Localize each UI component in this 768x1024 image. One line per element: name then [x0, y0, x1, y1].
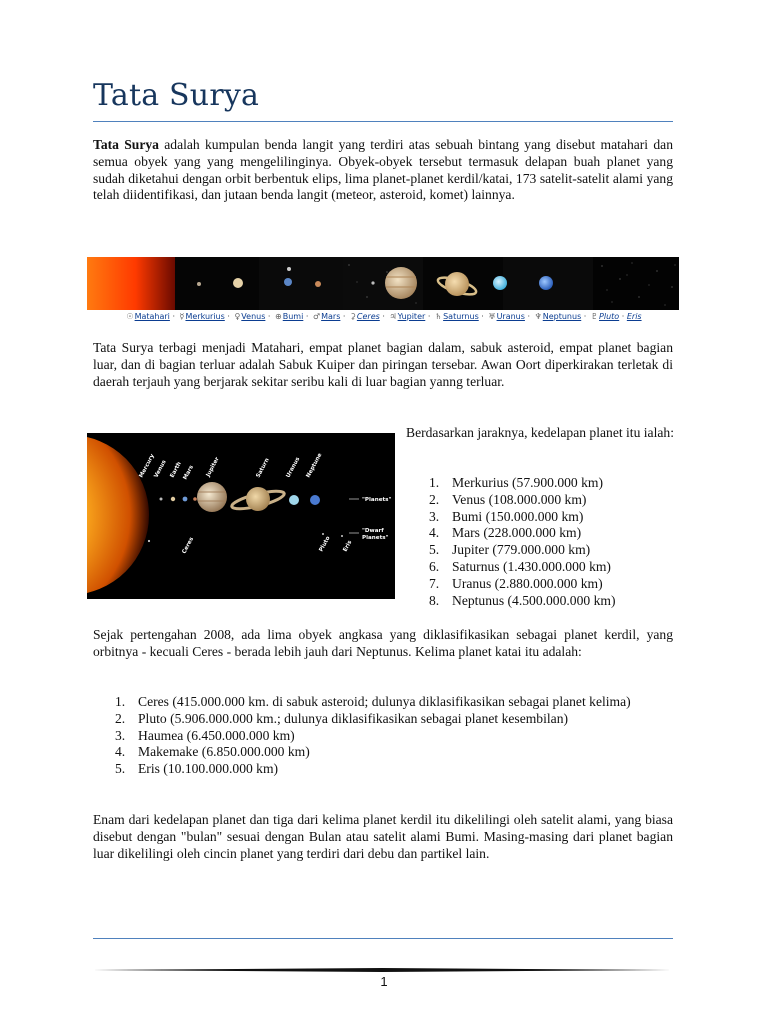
dwarf-list-item [115, 744, 672, 761]
list-text: Bumi (150.000.000 km) [452, 508, 584, 524]
list-number: 2. [429, 491, 440, 507]
planet-link-ceres[interactable]: Ceres [356, 312, 380, 321]
planet-link-uranus[interactable]: Uranus [496, 312, 525, 321]
planet-link-saturnus[interactable]: Saturnus [443, 312, 479, 321]
satellite-paragraph: Enam dari kedelapan planet dan tiga dari kelima planet kerdil itu dikelilingi oleh satelit alami, yang biasa disebut dengan "bulan" sesuai dengan Bulan atau satelit alami Bumi. Masing-masing dari planet bagian luar dikelilingi oleh cincin planet yang terdiri dari debu dan partikel lain. [93, 812, 673, 861]
label-pluto: Pluto [318, 535, 332, 553]
list-number: 8. [429, 592, 440, 608]
page-title: Tata Surya [93, 78, 260, 113]
planet-link-bar: ☉Matahari · ☿Merkurius · ♀Venus · ⊕Bumi · ♂Mars · ⚳Ceres · ♃Yupiter · ♄Saturnus · ♅Uranus · ♆Neptunus · ♇Pluto · Eris [126, 312, 642, 321]
planet-list-item [429, 593, 679, 610]
list-number: 5. [429, 542, 440, 558]
planet-list-item [429, 542, 679, 559]
division-paragraph: Tata Surya terbagi menjadi Matahari, empat planet bagian dalam, sabuk asteroid, empat planet bagian luar, dan di bagian terluar adalah Sabuk Kuiper dan piringan tersebar. Awan Oort diperkirakan terletak di daerah terjauh yang berjarak sekitar seribu kali di luar bagian yanng terluar. [93, 340, 673, 389]
planet-link-bumi[interactable]: Bumi [282, 312, 304, 321]
page-number: 1 [380, 974, 388, 989]
list-text: Ceres (415.000.000 km. di sabuk asteroid; dulunya diklasifikasikan sebagai planet kelima) [138, 694, 631, 709]
list-number: 1. [429, 475, 440, 490]
label-uranus: Uranus [285, 456, 302, 479]
diagram-venus-icon [171, 497, 175, 501]
list-text: Jupiter (779.000.000 km) [452, 542, 591, 558]
strip-ceres-icon [371, 281, 374, 284]
solar-system-diagram [87, 433, 395, 599]
planet-link-neptunus[interactable]: Neptunus [542, 312, 582, 321]
link-symbol-icon: ☿ [179, 312, 185, 321]
label-planets: "Planets" [362, 497, 392, 503]
label-eris: Eris [342, 539, 354, 553]
dwarf-intro-paragraph: Sejak pertengahan 2008, ada lima obyek angkasa yang diklasifikasikan sebagai planet kerdil, yang orbitnya - kecuali Ceres - berada lebih jauh dari Neptunus. Kelima planet katai itu adalah: [93, 627, 673, 659]
intro-bold-term: Tata Surya [93, 137, 159, 152]
planet-link-mars[interactable]: Mars [321, 312, 341, 321]
diagram-ceres-icon [148, 540, 150, 542]
list-number: 3. [115, 727, 126, 743]
planet-link-venus[interactable]: Venus [241, 312, 266, 321]
dwarf-planet-list [115, 694, 672, 778]
strip-mercury-icon [197, 282, 201, 286]
label-mercury: Mercury [138, 453, 156, 479]
planet-link-eris[interactable]: Eris [626, 312, 642, 321]
diagram-sun-icon [87, 435, 149, 595]
planet-list-item [429, 576, 679, 593]
label-mars: Mars [182, 464, 196, 481]
link-symbol-icon: ☉ [126, 312, 134, 321]
solar-system-graphic [87, 433, 395, 599]
link-symbol-icon: ♂ [312, 312, 321, 321]
strip-neptune-icon [539, 276, 553, 290]
list-number: 4. [115, 744, 126, 760]
label-neptune: Neptune [305, 452, 324, 479]
planet-strip-graphic [87, 257, 679, 310]
distance-intro: Berdasarkan jaraknya, kedelapan planet itu ialah: [406, 425, 674, 440]
list-text: Makemake (6.850.000.000 km) [138, 744, 310, 760]
diagram-saturn-icon [230, 487, 285, 512]
list-text: Eris (10.100.000.000 km) [138, 761, 279, 777]
list-number: 3. [429, 508, 440, 524]
list-number: 2. [115, 710, 126, 726]
list-number: 1. [115, 694, 126, 709]
list-text: Haumea (6.450.000.000 km) [138, 727, 295, 743]
label-venus: Venus [153, 459, 168, 479]
link-symbol-icon: ♆ [534, 312, 542, 321]
list-number: 7. [429, 575, 440, 591]
planet-link-merkurius[interactable]: Merkurius [185, 312, 225, 321]
list-text: Saturnus (1.430.000.000 km) [452, 558, 611, 574]
link-symbol-icon: ♄ [434, 312, 443, 321]
intro-paragraph [93, 137, 673, 204]
list-text: Mars (228.000.000 km) [452, 525, 582, 541]
diagram-earth-icon [183, 497, 188, 502]
strip-mars-icon [315, 281, 321, 287]
planet-link-yupiter[interactable]: Yupiter [397, 312, 426, 321]
strip-earth-icon [284, 278, 292, 286]
list-number: 6. [429, 558, 440, 574]
strip-venus-icon [233, 278, 243, 288]
label-ceres: Ceres [181, 536, 196, 555]
label-saturn: Saturn [255, 457, 271, 479]
dwarf-list-item [115, 694, 672, 711]
footer-divider [93, 938, 673, 939]
list-text: Pluto (5.906.000.000 km.; dulunya diklasifikasikan sebagai planet kesembilan) [138, 710, 569, 726]
footer-ornament-line [93, 968, 671, 972]
link-symbol-icon: ⊕ [275, 312, 282, 321]
list-text: Uranus (2.880.000.000 km) [452, 575, 603, 591]
planet-strip-image [87, 257, 679, 310]
list-text: Merkurius (57.900.000 km) [452, 475, 604, 490]
link-symbol-icon: ♅ [488, 312, 496, 321]
planet-list-item [429, 525, 679, 542]
strip-sun-icon [87, 257, 175, 310]
strip-uranus-icon [493, 276, 507, 290]
label-earth: Earth [169, 461, 183, 479]
diagram-mercury-icon [160, 498, 163, 501]
link-symbol-icon: ♃ [389, 312, 397, 321]
label-jupiter: Jupiter [205, 456, 221, 478]
link-symbol-icon: ♀ [234, 312, 241, 321]
dwarf-list-item [115, 761, 672, 778]
planet-list-item [429, 492, 679, 509]
dwarf-list-item [115, 728, 672, 745]
planet-link-matahari[interactable]: Matahari [134, 312, 170, 321]
intro-text: adalah kumpulan benda langit yang terdiri atas sebuah bintang yang disebut matahari dan semua obyek yang yang mengelilinginya. Obyek-obyek tersebut termasuk delapan buah planet yang sudah diketahui dengan orbit berbentuk elips, lima planet-planet kerdil/katai, 173 satelit-satelit alami yang telah diidentifikasi, dan jutaan benda langit (meteor, asteroid, komet) lainnya. [93, 137, 673, 203]
title-divider [93, 121, 673, 122]
diagram-neptune-icon [310, 495, 320, 505]
label-dwarf-line2: Planets" [362, 535, 389, 541]
list-text: Neptunus (4.500.000.000 km) [452, 592, 616, 608]
strip-jupiter-icon [385, 267, 417, 299]
link-symbol-icon: ⚳ [350, 312, 356, 321]
dwarf-list-item [115, 711, 672, 728]
diagram-uranus-icon [289, 495, 299, 505]
diagram-mars-icon [193, 497, 197, 501]
diagram-eris-icon [341, 535, 343, 537]
planet-link-pluto[interactable]: Pluto [599, 312, 620, 321]
list-number: 4. [429, 525, 440, 541]
list-text: Venus (108.000.000 km) [452, 491, 587, 507]
planet-list-item [429, 509, 679, 526]
diagram-jupiter-icon [197, 482, 227, 512]
planet-list-item [429, 559, 679, 576]
diagram-pluto-icon [322, 533, 324, 535]
planet-distance-list [429, 475, 679, 609]
planet-list-item [429, 475, 679, 492]
link-symbol-icon: ♇ [590, 312, 599, 321]
list-number: 5. [115, 761, 126, 777]
label-dwarf-line1: "Dwarf [362, 528, 384, 534]
